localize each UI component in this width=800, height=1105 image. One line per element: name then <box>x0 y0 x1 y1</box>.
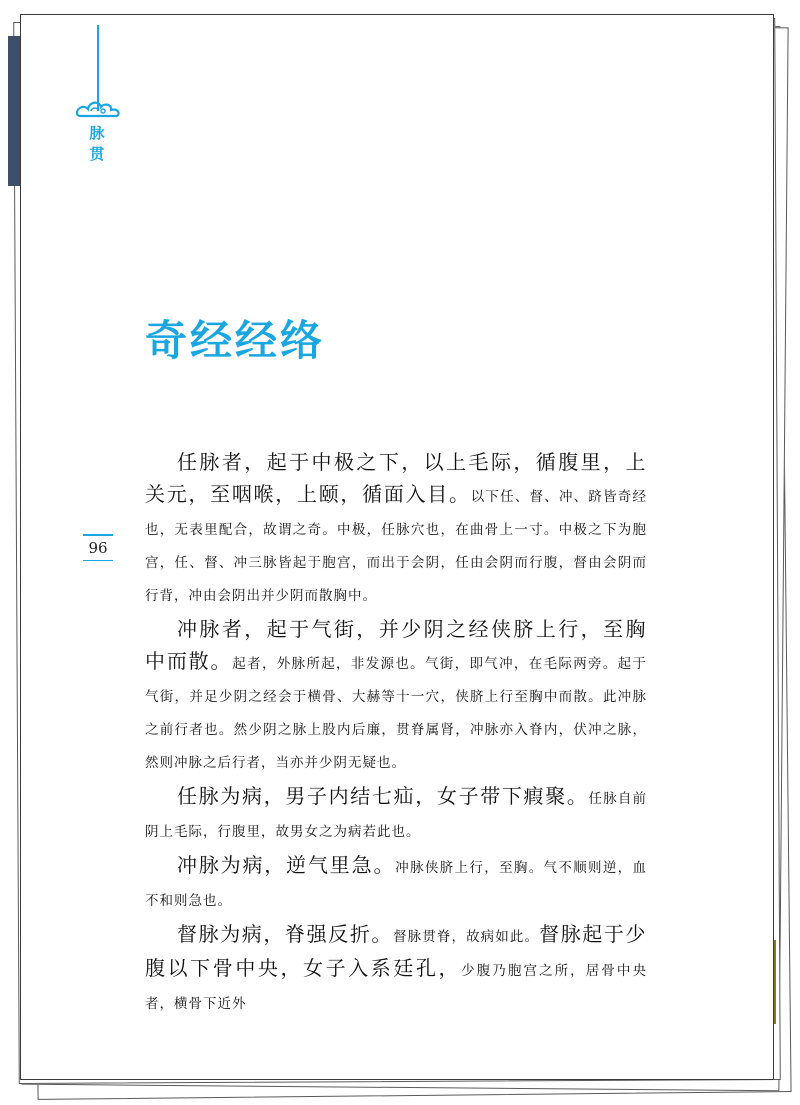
classic-text: 督脉起于少腹以下骨中央，女子入系廷孔， <box>145 922 648 980</box>
paragraph-1 <box>145 447 647 612</box>
paragraph-2 <box>145 614 647 779</box>
page-number-rule-bottom <box>83 560 113 562</box>
paragraph-4 <box>145 850 647 917</box>
cloud-ornament-icon <box>73 95 123 121</box>
body-text <box>145 447 647 1022</box>
book-page <box>20 14 774 1080</box>
chapter-title: 奇经经络 <box>145 316 326 365</box>
classic-text: 任脉者，起于中极之下，以上毛际，循腹里，上关元，至咽喉，上颐，循面入目。 <box>145 450 647 506</box>
classic-text: 冲脉者，起于气街，并少阴之经侠脐上行，至胸中而散。 <box>145 617 647 673</box>
commentary-text: 以下任、督、冲、跻皆奇经也，无表里配合，故谓之奇。中极，任脉穴也，在曲骨上一寸。中极之下为胞宫，任、督、冲三脉皆起于胞宫，而出于会阴，任由会阴而行腹，督由会阴而行背，冲由会阴出并少阴而散胸中。 <box>145 489 648 604</box>
paragraph-3 <box>145 781 647 848</box>
commentary-text: 少腹乃胞宫之所，居骨中央者，横骨下近外 <box>145 963 648 1012</box>
page-number-block <box>83 534 113 561</box>
commentary-text: 冲脉侠脐上行，至胸。气不顺则逆，血不和则急也。 <box>145 860 648 909</box>
page-number: 96 <box>88 538 108 557</box>
classic-text: 督脉为病，脊强反折。 <box>177 922 394 946</box>
commentary-text: 起者，外脉所起，非发源也。气街，即气冲，在毛际两旁。起于气街，并足少阴之经会于横骨、大赫等十一穴，侠脐上行至胸中而散。此冲脉之前行者也。然少阴之脉上股内后廉，贯脊属肾，冲脉亦入脊内，伏冲之脉，然则冲脉之后行者，当亦并少阴无疑也。 <box>145 656 648 771</box>
classic-text: 任脉为病，男子内结七疝，女子带下瘕聚。 <box>177 784 589 808</box>
commentary-text: 任脉自前阴上毛际，行腹里，故男女之为病若此也。 <box>145 791 648 840</box>
classic-text: 冲脉为病，逆气里急。 <box>177 853 396 877</box>
commentary-text: 督脉贯脊，故病如此。 <box>393 929 540 945</box>
paragraph-5 <box>145 919 647 1020</box>
running-title: 脉贯 <box>89 124 105 163</box>
